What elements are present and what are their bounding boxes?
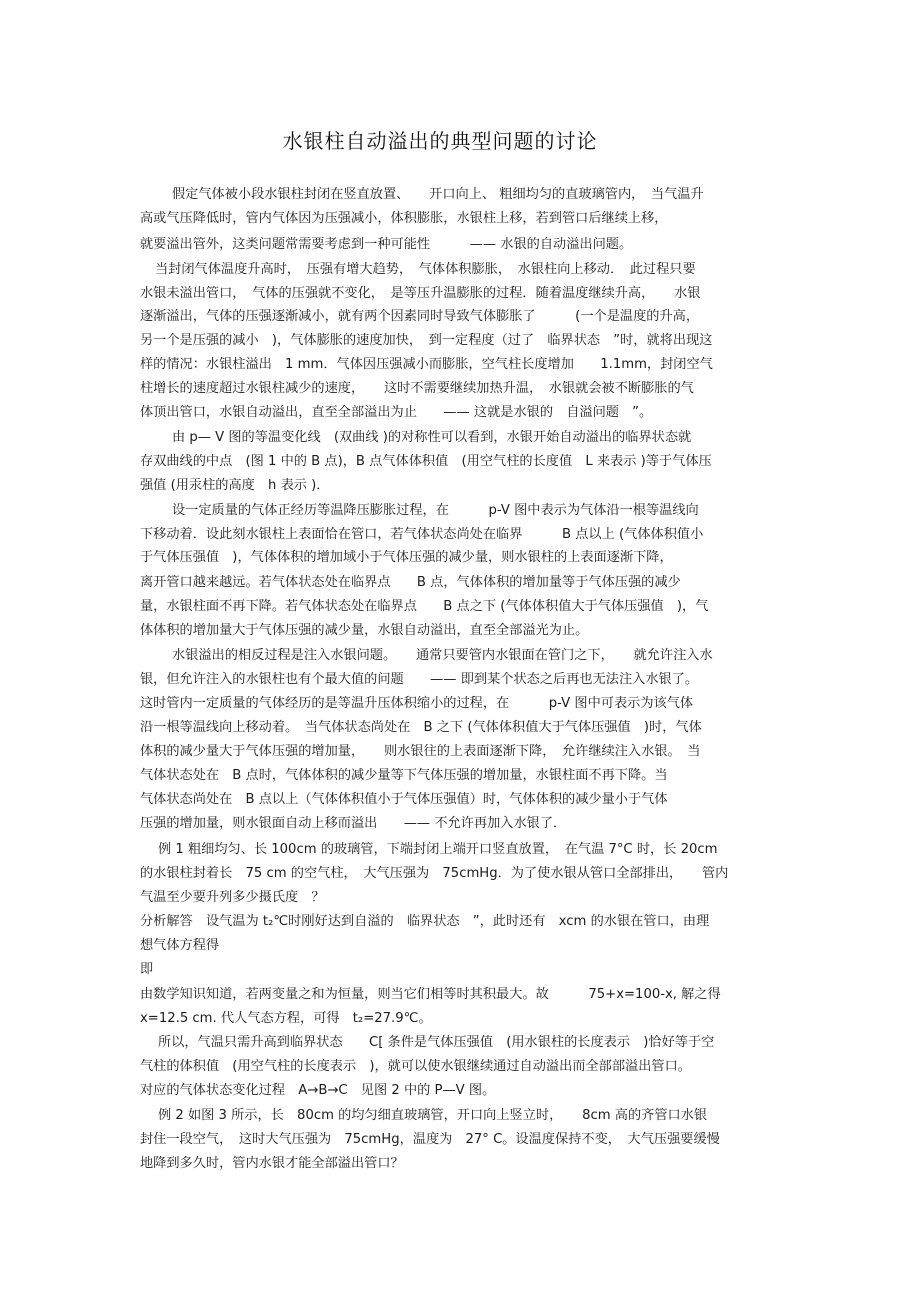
- paragraph-line: 体积的减少量大于气体压强的增加量， 则水银往的上表面逐渐下降， 允许继续注入水银。 当: [140, 744, 701, 759]
- paragraph-line: 体体积的增加量大于气体压强的减少量，水银自动溢出，直至全部溢光为止。: [140, 623, 589, 638]
- paragraph-line: 样的情况：水银柱溢出 1 mm．气体因压强减小而膨胀，空气柱长度增加 1.1mm，封闭空气: [140, 357, 713, 372]
- analysis-line: 想气体方程得: [140, 938, 220, 953]
- paragraph-line: 水银未溢出管口， 气体的压强就不变化， 是等压升温膨胀的过程．随着温度继续升高， 水银: [140, 286, 701, 301]
- paragraph-line: 假定气体被小段水银柱封闭在竖直放置、 开口向上、 粗细均匀的直玻璃管内， 当气温升: [172, 187, 704, 202]
- analysis-line: 分析解答 设气温为 t₂℃时刚好达到自溢的 临界状态 ”，此时还有 xcm 的水银在管口，由理: [140, 914, 710, 929]
- paragraph-line: 这时管内一定质量的气体经历的是等温升压体积缩小的过程，在 p-V 图中可表示为该气体: [140, 696, 694, 711]
- paragraph-line: 水银溢出的相反过程是注入水银问题。 通常只要管内水银面在管门之下， 就允许注入水: [172, 648, 713, 663]
- paragraph-line: 高或气压降低时，管内气体因为压强减小，体积膨胀，水银柱上移，若到管口后继续上移，: [140, 211, 668, 226]
- paragraph-line: 另一个是压强的减小 )，气体膨胀的速度加快， 到一定程度（过了 临界状态 ”时，就将出现这: [140, 333, 713, 348]
- paragraph-line: 压强的增加量，则水银面自动上移而溢出 —— 不允许再加入水银了．: [140, 816, 567, 831]
- paragraph-line: 体顶出管口，水银自动溢出，直至全部溢出为止 —— 这就是水银的 自溢问题 ”。: [140, 405, 653, 420]
- example-1-line: 气温至少要升列多少摄氏度 ？: [140, 890, 325, 905]
- example-2-line: 地降到多久时，管内水银才能全部溢出管口？: [140, 1156, 404, 1171]
- paragraph-line: 于气体压强值 )，气体体积的增加域小于气体压强的减少量，则水银柱的上表面逐渐下降，: [140, 550, 673, 565]
- example-2-line: 例 2 如图 3 所示，长 80cm 的均匀细直玻璃管，开口向上竖立时， 8cm 高的齐管口水银: [158, 1108, 708, 1123]
- example-1-line: 的水银柱封着长 75 cm 的空气柱， 大气压强为 75cmHg．为了使水银从管口全部排出， 管内: [140, 866, 729, 881]
- analysis-line: x=12.5 cm. 代人气态方程，可得 t₂=27.9℃。: [140, 1011, 432, 1026]
- paragraph-line: 设一定质量的气体正经历等温降压膨胀过程，在 p-V 图中表示为气体沿一根等温线向: [172, 503, 699, 518]
- paragraph-line: 柱增长的速度超过水银柱减少的速度， 这时不需要继续加热升温， 水银就会被不断膨胀的气: [140, 381, 694, 396]
- paragraph-line: 逐渐溢出，气体的压强逐渐减小，就有两个因素同时导致气体膨胀了 (一个是温度的升高，: [140, 309, 700, 324]
- analysis-line: 即: [140, 962, 154, 977]
- paragraph-line: 气体状态尚处在 B 点以上（气体体积值小于气体压强值）时，气体体积的减少量小于气体: [140, 792, 668, 807]
- example-1-line: 例 1 粗细均匀、长 100cm 的玻璃管，下端封闭上端开口竖直放置， 在气温 7°C 时，长 20cm: [158, 842, 718, 857]
- paragraph-line: 强值 (用汞柱的高度 h 表示 )．: [140, 478, 330, 493]
- example-2-line: 封住一段空气， 这时大气压强为 75cmHg，温度为 27° C。设温度保持不变， 大气压强要缓慢: [140, 1132, 720, 1147]
- paragraph-line: 沿一根等温线向上移动着。 当气体状态尚处在 B 之下 (气体体积值大于气体压强值 )时，气体: [140, 720, 702, 735]
- page-title: 水银柱自动溢出的典型问题的讨论: [282, 129, 598, 153]
- analysis-line: 由数学知识知道，若两变量之和为恒量，则当它们相等时其积最大。故 75+x=100-x, 解之得: [140, 987, 721, 1002]
- paragraph-line: 气柱的体积值 (用空气柱的长度表示 )，就可以使水银继续通过自动溢出而全部部溢出管口。: [140, 1059, 691, 1074]
- paragraph-line: 就要溢出管外，这类问题常需要考虑到一种可能性 —— 水银的自动溢出问题。: [140, 237, 633, 252]
- paragraph-line: 量，水银柱面不再下降。若气体状态处在临界点 B 点之下 (气体体积值大于气体压强值 )，气: [140, 599, 709, 614]
- paragraph-line: 银，但允许注入的水银柱也有个最大值的问题 —— 即到某个状态之后再也无法注入水银了。: [140, 672, 699, 687]
- paragraph-line: 存双曲线的中点 (图 1 中的 B 点)，B 点气体体积值 (用空气柱的长度值 L 来表示 )等于气体压: [140, 454, 712, 469]
- paragraph-line: 对应的气体状态变化过程 A→B→C 见图 2 中的 P—V 图。: [140, 1083, 496, 1098]
- paragraph-line: 离开管口越来越远。若气体状态处在临界点 B 点，气体体积的增加量等于气体压强的减少: [140, 575, 681, 590]
- paragraph-line: 由 p— V 图的等温变化线 (双曲线 )的对称性可以看到，水银开始自动溢出的临界状态就: [172, 430, 692, 445]
- paragraph-line: 下移动着．设此刻水银柱上表面恰在管口，若气体状态尚处在临界 B 点以上 (气体体积值小: [140, 527, 704, 542]
- paragraph-line: 气体状态处在 B 点时，气体体积的减少量等下气体压强的增加量，水银柱面不再下降。当: [140, 768, 668, 783]
- paragraph-line: 所以，气温只需升高到临界状态 C[ 条件是气体压强值 (用水银柱的长度表示 )恰好等于空: [158, 1035, 715, 1050]
- paragraph-line: 当封闭气体温度升高时， 压强有增大趋势， 气体体积膨胀， 水银柱向上移动． 此过程只要: [155, 262, 696, 277]
